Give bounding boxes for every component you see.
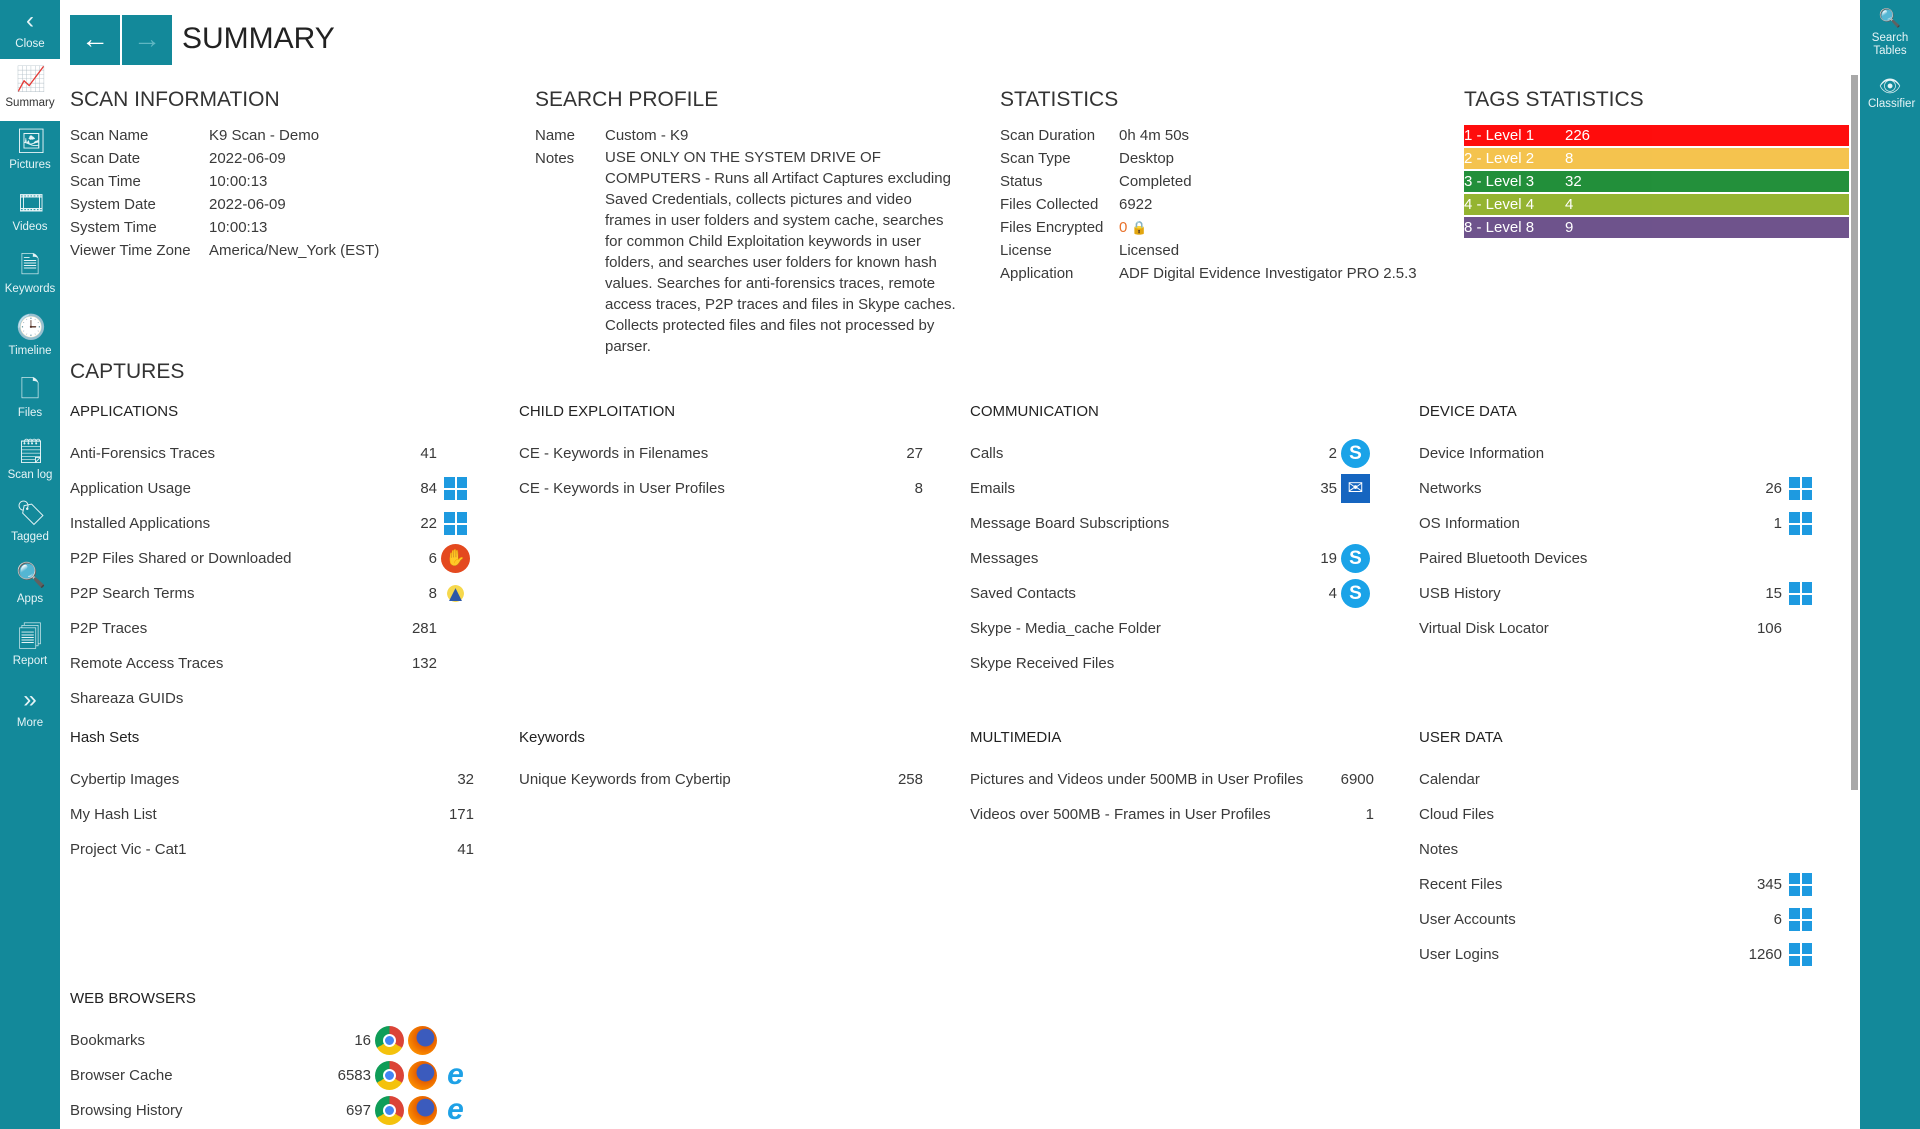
capture-label: P2P Traces xyxy=(70,620,148,637)
double-chevron-right-icon: » xyxy=(23,686,37,713)
sidebar-item-scan-log[interactable] xyxy=(0,431,60,493)
sidebar-item-label: Scan log xyxy=(7,469,53,481)
capture-label: Videos over 500MB - Frames in User Profiles xyxy=(970,806,1271,823)
capture-item[interactable] xyxy=(70,471,474,506)
capture-label: P2P Files Shared or Downloaded xyxy=(70,550,292,567)
capture-item[interactable] xyxy=(970,541,1374,576)
capture-item[interactable] xyxy=(970,646,1374,681)
skype-icon: S xyxy=(1341,579,1370,608)
tag-level-row[interactable] xyxy=(1464,148,1849,169)
statistics-heading: STATISTICS xyxy=(1000,88,1119,111)
capture-group-heading: CHILD EXPLOITATION xyxy=(519,403,676,420)
row-label: System Time xyxy=(70,219,157,236)
row-label: Files Encrypted xyxy=(1000,219,1104,236)
capture-item[interactable] xyxy=(519,762,923,797)
capture-label: Skype - Media_cache Folder xyxy=(970,620,1161,637)
report-icon: 🗐 xyxy=(18,624,42,651)
capture-item[interactable] xyxy=(970,471,1374,506)
capture-count: 35 xyxy=(1320,480,1337,497)
capture-icons xyxy=(1786,474,1819,503)
sidebar-item-label: Report xyxy=(12,655,48,667)
capture-icons xyxy=(1786,579,1819,608)
capture-icons xyxy=(1786,905,1819,934)
windows-logo-icon xyxy=(1786,940,1815,969)
tag-count: 8 xyxy=(1565,150,1574,167)
ares-icon: ▲ xyxy=(441,579,470,608)
info-row xyxy=(70,147,379,170)
row-value: 10:00:13 xyxy=(209,219,268,236)
capture-label: Virtual Disk Locator xyxy=(1419,620,1549,637)
windows-logo-icon xyxy=(441,474,470,503)
skype-icon: S xyxy=(1341,439,1370,468)
shareaza-icon: ✋ xyxy=(441,544,470,573)
row-value: America/New_York (EST) xyxy=(209,242,380,259)
sidebar-item-videos[interactable] xyxy=(0,183,60,245)
sidebar-item-tagged[interactable] xyxy=(0,493,60,555)
capture-item[interactable] xyxy=(970,436,1374,471)
capture-label: Anti-Forensics Traces xyxy=(70,445,216,462)
email-icon: ✉ xyxy=(1341,474,1370,503)
capture-label: Skype Received Files xyxy=(970,655,1115,672)
capture-label: Shareaza GUIDs xyxy=(70,690,184,707)
capture-label: Cybertip Images xyxy=(70,771,180,788)
capture-item[interactable] xyxy=(70,832,474,867)
tag-count: 4 xyxy=(1565,196,1574,213)
capture-label: P2P Search Terms xyxy=(70,585,195,602)
firefox-icon xyxy=(408,1026,437,1055)
capture-group-heading: DEVICE DATA xyxy=(1419,403,1517,420)
capture-item[interactable] xyxy=(1419,797,1819,832)
capture-icons xyxy=(375,1058,474,1091)
tag-label: 3 - Level 3 xyxy=(1464,173,1535,190)
captures-heading: CAPTURES xyxy=(70,360,185,383)
sidebar-item-timeline[interactable] xyxy=(0,307,60,369)
capture-label: Browsing History xyxy=(70,1102,183,1119)
capture-count: 22 xyxy=(420,515,437,532)
capture-label: Project Vic - Cat1 xyxy=(70,841,187,858)
capture-count: 27 xyxy=(906,445,923,462)
capture-group-user-data xyxy=(1419,729,1819,972)
info-row xyxy=(1000,239,1417,262)
page-title: SUMMARY xyxy=(182,22,335,55)
capture-label: Paired Bluetooth Devices xyxy=(1419,550,1588,567)
capture-label: Cloud Files xyxy=(1419,806,1495,823)
left-sidebar xyxy=(0,0,60,1129)
chevron-left-icon: ‹ xyxy=(26,7,34,34)
chrome-icon xyxy=(375,1061,404,1090)
row-label: Scan Time xyxy=(70,173,141,190)
capture-icons xyxy=(441,509,474,538)
capture-group-heading: WEB BROWSERS xyxy=(70,990,196,1007)
info-row xyxy=(1000,262,1417,285)
info-row xyxy=(70,216,379,239)
capture-group-web-browsers xyxy=(70,990,474,1128)
capture-label: Message Board Subscriptions xyxy=(970,515,1170,532)
tags-statistics-heading: TAGS STATISTICS xyxy=(1464,88,1644,111)
capture-icons xyxy=(375,1026,474,1055)
capture-item[interactable] xyxy=(970,506,1374,541)
capture-label: Application Usage xyxy=(70,480,191,497)
capture-item[interactable] xyxy=(70,797,474,832)
capture-label: Emails xyxy=(970,480,1016,497)
capture-group-heading: APPLICATIONS xyxy=(70,403,179,420)
row-label: System Date xyxy=(70,196,156,213)
capture-count: 258 xyxy=(897,771,923,788)
sidebar-item-label: More xyxy=(16,717,44,729)
capture-item[interactable] xyxy=(70,506,474,541)
capture-icons xyxy=(1341,474,1374,503)
scan-info-heading: SCAN INFORMATION xyxy=(70,88,280,111)
tag-label: 4 - Level 4 xyxy=(1464,196,1535,213)
internet-explorer-icon: e xyxy=(447,1058,464,1091)
sidebar-item-label: Apps xyxy=(16,593,44,605)
capture-group-heading: Keywords xyxy=(519,729,585,746)
row-value: 10:00:13 xyxy=(209,173,268,190)
statistics-table xyxy=(1000,124,1417,285)
row-value: 2022-06-09 xyxy=(209,196,286,213)
capture-group-heading: Hash Sets xyxy=(70,729,140,746)
skype-icon: S xyxy=(1341,544,1370,573)
capture-count: 4 xyxy=(1328,585,1337,602)
capture-count: 41 xyxy=(457,841,474,858)
row-label: Status xyxy=(1000,173,1043,190)
sidebar-item-files[interactable] xyxy=(0,369,60,431)
windows-logo-icon xyxy=(1786,474,1815,503)
info-row xyxy=(70,124,379,147)
capture-group-multimedia xyxy=(970,729,1374,832)
capture-icons xyxy=(441,544,474,573)
capture-item[interactable] xyxy=(1419,436,1819,471)
capture-label: My Hash List xyxy=(70,806,157,823)
capture-count: 16 xyxy=(354,1032,371,1049)
capture-icons xyxy=(1341,544,1374,573)
capture-item[interactable] xyxy=(70,1058,474,1093)
capture-count: 8 xyxy=(428,585,437,602)
capture-icons xyxy=(1786,940,1819,969)
tag-level-row[interactable] xyxy=(1464,171,1849,192)
sidebar-item-label: Files xyxy=(17,407,43,419)
apps-search-icon: 🔍 xyxy=(16,562,46,589)
file-icon: 🗋 xyxy=(20,376,40,403)
capture-item[interactable] xyxy=(1419,506,1819,541)
capture-group-child-exploitation xyxy=(519,403,923,506)
row-value: Completed xyxy=(1119,173,1192,190)
row-value: 6922 xyxy=(1119,196,1153,213)
capture-label: Browser Cache xyxy=(70,1067,173,1084)
capture-item[interactable] xyxy=(1419,937,1819,972)
info-row xyxy=(70,239,379,262)
capture-label: USB History xyxy=(1419,585,1501,602)
capture-item[interactable] xyxy=(1419,576,1819,611)
sidebar-item-classifier[interactable] xyxy=(1860,70,1920,118)
sidebar-item-apps[interactable] xyxy=(0,555,60,617)
capture-count: 6900 xyxy=(1340,771,1374,788)
firefox-icon xyxy=(408,1061,437,1090)
info-row xyxy=(1000,124,1417,147)
capture-label: Unique Keywords from Cybertip xyxy=(519,771,731,788)
tag-icon: 🏷 xyxy=(16,500,47,527)
row-label: Scan Duration xyxy=(1000,127,1096,144)
capture-label: Installed Applications xyxy=(70,515,211,532)
row-label: Application xyxy=(1000,265,1074,282)
sidebar-item-report[interactable] xyxy=(0,617,60,679)
sidebar-item-label: Summary xyxy=(5,97,55,109)
row-value: Licensed xyxy=(1119,242,1180,259)
capture-label: OS Information xyxy=(1419,515,1520,532)
capture-label: Remote Access Traces xyxy=(70,655,224,672)
info-row xyxy=(1000,193,1417,216)
info-row xyxy=(70,170,379,193)
summary-chart-icon: 📈 xyxy=(16,66,46,93)
windows-logo-icon xyxy=(1786,870,1815,899)
tag-level-row[interactable] xyxy=(1464,125,1849,146)
capture-item[interactable] xyxy=(70,1023,474,1058)
tag-count: 226 xyxy=(1565,127,1591,144)
tag-level-row[interactable] xyxy=(1464,194,1849,215)
row-value: ADF Digital Evidence Investigator PRO 2.5.3 xyxy=(1119,265,1417,282)
document-search-icon: 🗎 xyxy=(20,252,40,279)
capture-icons xyxy=(1786,870,1819,899)
capture-group-keywords xyxy=(519,729,923,797)
scrollbar[interactable] xyxy=(1851,75,1858,790)
search-profile-table xyxy=(535,124,961,357)
scan-info-table xyxy=(70,124,379,262)
capture-label: User Accounts xyxy=(1419,911,1516,928)
search-profile-heading: SEARCH PROFILE xyxy=(535,88,719,111)
sidebar-item-label: Close xyxy=(15,38,45,50)
capture-item[interactable] xyxy=(1419,541,1819,576)
capture-item[interactable] xyxy=(519,471,923,506)
capture-item[interactable] xyxy=(970,762,1374,797)
row-value: Desktop xyxy=(1119,150,1175,167)
capture-icons xyxy=(441,579,474,608)
capture-item[interactable] xyxy=(970,797,1374,832)
row-value: 0 xyxy=(1119,219,1128,236)
profile-name: Custom - K9 xyxy=(605,127,689,144)
capture-icons xyxy=(1786,509,1819,538)
capture-count: 281 xyxy=(411,620,437,637)
internet-explorer-icon: e xyxy=(447,1093,464,1126)
capture-group-communication xyxy=(970,403,1374,681)
arrow-left-icon: ← xyxy=(81,23,109,54)
capture-count: 1 xyxy=(1365,806,1374,823)
capture-icons xyxy=(441,474,474,503)
capture-label: Messages xyxy=(970,550,1039,567)
info-row xyxy=(1000,216,1417,239)
capture-item[interactable] xyxy=(1419,471,1819,506)
sidebar-item-label: Pictures xyxy=(9,159,51,171)
capture-item[interactable] xyxy=(1419,832,1819,867)
label: Name xyxy=(535,127,576,144)
capture-label: Device Information xyxy=(1419,445,1545,462)
row-label: Scan Name xyxy=(70,127,149,144)
capture-label: Saved Contacts xyxy=(970,585,1076,602)
windows-logo-icon xyxy=(1786,579,1815,608)
capture-item[interactable] xyxy=(70,1093,474,1128)
sidebar-item-more[interactable] xyxy=(0,679,60,741)
film-icon: 🎞 xyxy=(16,190,47,217)
capture-count: 106 xyxy=(1756,620,1782,637)
capture-count: 6583 xyxy=(337,1067,371,1084)
capture-count: 1260 xyxy=(1748,946,1782,963)
capture-count: 6 xyxy=(428,550,437,567)
eye-icon: 👁 xyxy=(1878,76,1902,96)
capture-count: 26 xyxy=(1765,480,1782,497)
tag-level-row[interactable] xyxy=(1464,217,1849,238)
sidebar-item-label: Timeline xyxy=(8,345,52,357)
capture-count: 171 xyxy=(448,806,474,823)
capture-label: Pictures and Videos under 500MB in User Profiles xyxy=(970,771,1304,788)
capture-item[interactable] xyxy=(70,541,474,576)
forward-button[interactable] xyxy=(122,15,172,65)
timeline-clock-icon: 🕒 xyxy=(16,314,46,341)
info-row xyxy=(1000,170,1417,193)
capture-item[interactable] xyxy=(1419,867,1819,902)
capture-label: Bookmarks xyxy=(70,1032,146,1049)
capture-label: CE - Keywords in Filenames xyxy=(519,445,709,462)
sidebar-item-label: Keywords xyxy=(4,283,56,295)
info-row xyxy=(1000,147,1417,170)
tag-count: 32 xyxy=(1565,173,1582,190)
capture-label: Calls xyxy=(970,445,1004,462)
capture-label: Calendar xyxy=(1419,771,1480,788)
capture-item[interactable] xyxy=(70,576,474,611)
scan-log-icon: 🗒 xyxy=(16,438,47,465)
lock-icon: 🔒 xyxy=(1131,220,1148,235)
row-label: Scan Date xyxy=(70,150,141,167)
tag-label: 8 - Level 8 xyxy=(1464,219,1535,236)
capture-item[interactable] xyxy=(1419,902,1819,937)
capture-item[interactable] xyxy=(519,436,923,471)
capture-label: CE - Keywords in User Profiles xyxy=(519,480,725,497)
capture-count: 8 xyxy=(914,480,923,497)
sidebar-item-label: Tagged xyxy=(11,531,49,543)
capture-item[interactable] xyxy=(70,646,474,681)
capture-item[interactable] xyxy=(70,762,474,797)
capture-icons xyxy=(375,1093,474,1126)
capture-item[interactable] xyxy=(1419,762,1819,797)
firefox-icon xyxy=(408,1096,437,1125)
info-row xyxy=(70,193,379,216)
capture-count: 41 xyxy=(420,445,437,462)
row-label: Scan Type xyxy=(1000,150,1071,167)
capture-icons xyxy=(1341,579,1374,608)
right-sidebar xyxy=(1860,0,1920,1129)
sidebar-item-summary[interactable] xyxy=(0,59,60,121)
capture-count: 132 xyxy=(411,655,437,672)
capture-group-hash-sets xyxy=(70,729,474,867)
sidebar-item-label: Videos xyxy=(12,221,48,233)
capture-label: User Logins xyxy=(1419,946,1500,963)
capture-label: Notes xyxy=(1419,841,1459,858)
capture-count: 32 xyxy=(457,771,474,788)
picture-icon: 🖼 xyxy=(16,128,47,155)
row-value: K9 Scan - Demo xyxy=(209,127,320,144)
capture-label: Networks xyxy=(1419,480,1482,497)
capture-item[interactable] xyxy=(70,436,474,471)
capture-count: 6 xyxy=(1773,911,1782,928)
back-button[interactable] xyxy=(70,15,120,65)
capture-count: 1 xyxy=(1773,515,1782,532)
capture-group-device-data xyxy=(1419,403,1819,646)
capture-group-heading: USER DATA xyxy=(1419,729,1503,746)
capture-count: 84 xyxy=(420,480,437,497)
row-label: License xyxy=(1000,242,1052,259)
capture-group-heading: MULTIMEDIA xyxy=(970,729,1062,746)
windows-logo-icon xyxy=(1786,509,1815,538)
capture-item[interactable] xyxy=(970,611,1374,646)
row-label: Files Collected xyxy=(1000,196,1099,213)
capture-count: 697 xyxy=(345,1102,371,1119)
row-label: Viewer Time Zone xyxy=(70,242,191,259)
capture-count: 345 xyxy=(1756,876,1782,893)
capture-group-heading: COMMUNICATION xyxy=(970,403,1099,420)
capture-item[interactable] xyxy=(1419,611,1819,646)
capture-item[interactable] xyxy=(70,611,474,646)
label: Notes xyxy=(535,150,575,167)
capture-label: Recent Files xyxy=(1419,876,1503,893)
capture-count: 2 xyxy=(1328,445,1337,462)
tag-label: 1 - Level 1 xyxy=(1464,127,1535,144)
tag-count: 9 xyxy=(1565,219,1574,236)
capture-icons xyxy=(1341,439,1374,468)
capture-group-applications xyxy=(70,403,474,716)
row-value: 2022-06-09 xyxy=(209,150,286,167)
profile-notes: USE ONLY ON THE SYSTEM DRIVE OF COMPUTERS - Runs all Artifact Captures excluding Saved Credentials, collects pictures and video frames in user folders and system cache, searches for common Child Exploitation keywords in user folders, and searches user folders for known hash values. Searches for anti-forensics traces, remote access traces, P2P traces and files in Skype caches. Collects protected files and files not processed by parser. xyxy=(605,149,956,355)
tag-label: 2 - Level 2 xyxy=(1464,150,1535,167)
arrow-right-icon: → xyxy=(133,23,161,54)
chrome-icon xyxy=(375,1026,404,1055)
sidebar-item-search-tables[interactable] xyxy=(1860,0,1920,62)
sidebar-item-label: Search Tables xyxy=(1871,32,1909,57)
row-value: 0h 4m 50s xyxy=(1119,127,1190,144)
windows-logo-icon xyxy=(441,509,470,538)
sidebar-item-close[interactable] xyxy=(0,0,60,62)
search-icon: 🔍 xyxy=(1878,8,1902,28)
sidebar-item-keywords[interactable] xyxy=(0,245,60,307)
capture-item[interactable] xyxy=(970,576,1374,611)
sidebar-item-pictures[interactable] xyxy=(0,121,60,183)
capture-count: 19 xyxy=(1320,550,1337,567)
capture-item[interactable] xyxy=(70,681,474,716)
chrome-icon xyxy=(375,1096,404,1125)
sidebar-item-label: Classifier xyxy=(1868,98,1916,110)
capture-count: 15 xyxy=(1765,585,1782,602)
windows-logo-icon xyxy=(1786,905,1815,934)
